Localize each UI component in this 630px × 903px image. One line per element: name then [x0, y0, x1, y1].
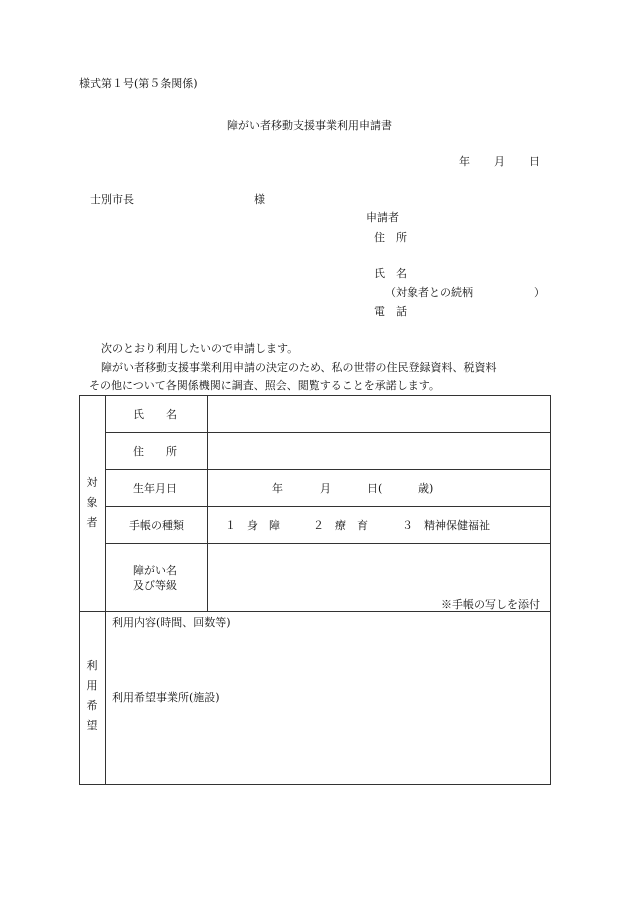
usage-content-label: 利用内容(時間、回数等) — [112, 616, 231, 629]
applicant-relation-open: （対象者との続柄 — [385, 286, 473, 299]
applicant-phone-label: 電 話 — [374, 305, 407, 318]
applicant-label: 申請者 — [366, 211, 399, 224]
row-divider-4 — [105, 543, 551, 544]
birthdate-year: 年 — [272, 482, 283, 495]
form-number: 様式第１号(第５条関係) — [79, 77, 198, 90]
usage-facility-label: 利用希望事業所(施設) — [112, 691, 220, 704]
row-divider-3 — [105, 506, 551, 507]
birthdate-label: 生年月日 — [133, 482, 177, 495]
subject-section-label: 対 象 者 — [86, 476, 98, 529]
table-bottom-border — [79, 784, 551, 785]
statement-line-3: その他について各関係機関に調査、照会、閲覧することを承諾します。 — [89, 379, 440, 392]
date-day-label: 日 — [529, 155, 540, 168]
statement-line-1: 次のとおり利用したいので申請します。 — [101, 342, 299, 355]
handbook-option-rehabilitation: ２ 療 育 — [313, 519, 368, 532]
disability-label-line-1: 障がい名 — [133, 564, 177, 577]
subject-name-label: 氏 名 — [133, 408, 177, 421]
applicant-address-label: 住 所 — [374, 231, 407, 244]
applicant-name-label: 氏 名 — [374, 267, 407, 280]
form-title: 障がい者移動支援事業利用申請書 — [227, 119, 392, 132]
row-divider-2 — [105, 469, 551, 470]
handbook-type-label: 手帳の種類 — [129, 519, 184, 532]
statement-line-2: 障がい者移動支援事業利用申請の決定のため、私の世帯の住民登録資料、税資料 — [101, 361, 497, 374]
handbook-option-physical: １ 身 障 — [225, 519, 280, 532]
applicant-relation-close: ） — [534, 286, 545, 299]
section-divider — [79, 611, 551, 612]
row-divider-1 — [105, 432, 551, 433]
birthdate-age: 歳) — [418, 482, 434, 495]
usage-section-label: 利 用 希 望 — [86, 659, 98, 732]
date-month-label: 月 — [494, 155, 505, 168]
addressee-honorific: 様 — [254, 193, 265, 206]
table-top-border — [79, 395, 551, 396]
birthdate-day: 日( — [367, 482, 383, 495]
birthdate-month: 月 — [320, 482, 331, 495]
date-year-label: 年 — [459, 155, 470, 168]
table-section-divider — [105, 395, 106, 785]
disability-label-line-2: 及び等級 — [133, 579, 177, 592]
handbook-option-mental-health: ３ 精神保健福祉 — [402, 519, 490, 532]
table-right-border — [550, 395, 551, 785]
addressee-mayor: 士別市長 — [90, 193, 134, 206]
subject-address-label: 住 所 — [133, 445, 177, 458]
table-label-divider — [207, 395, 208, 611]
attach-handbook-copy-note: ※手帳の写しを添付 — [441, 598, 540, 611]
table-left-border — [79, 395, 80, 785]
